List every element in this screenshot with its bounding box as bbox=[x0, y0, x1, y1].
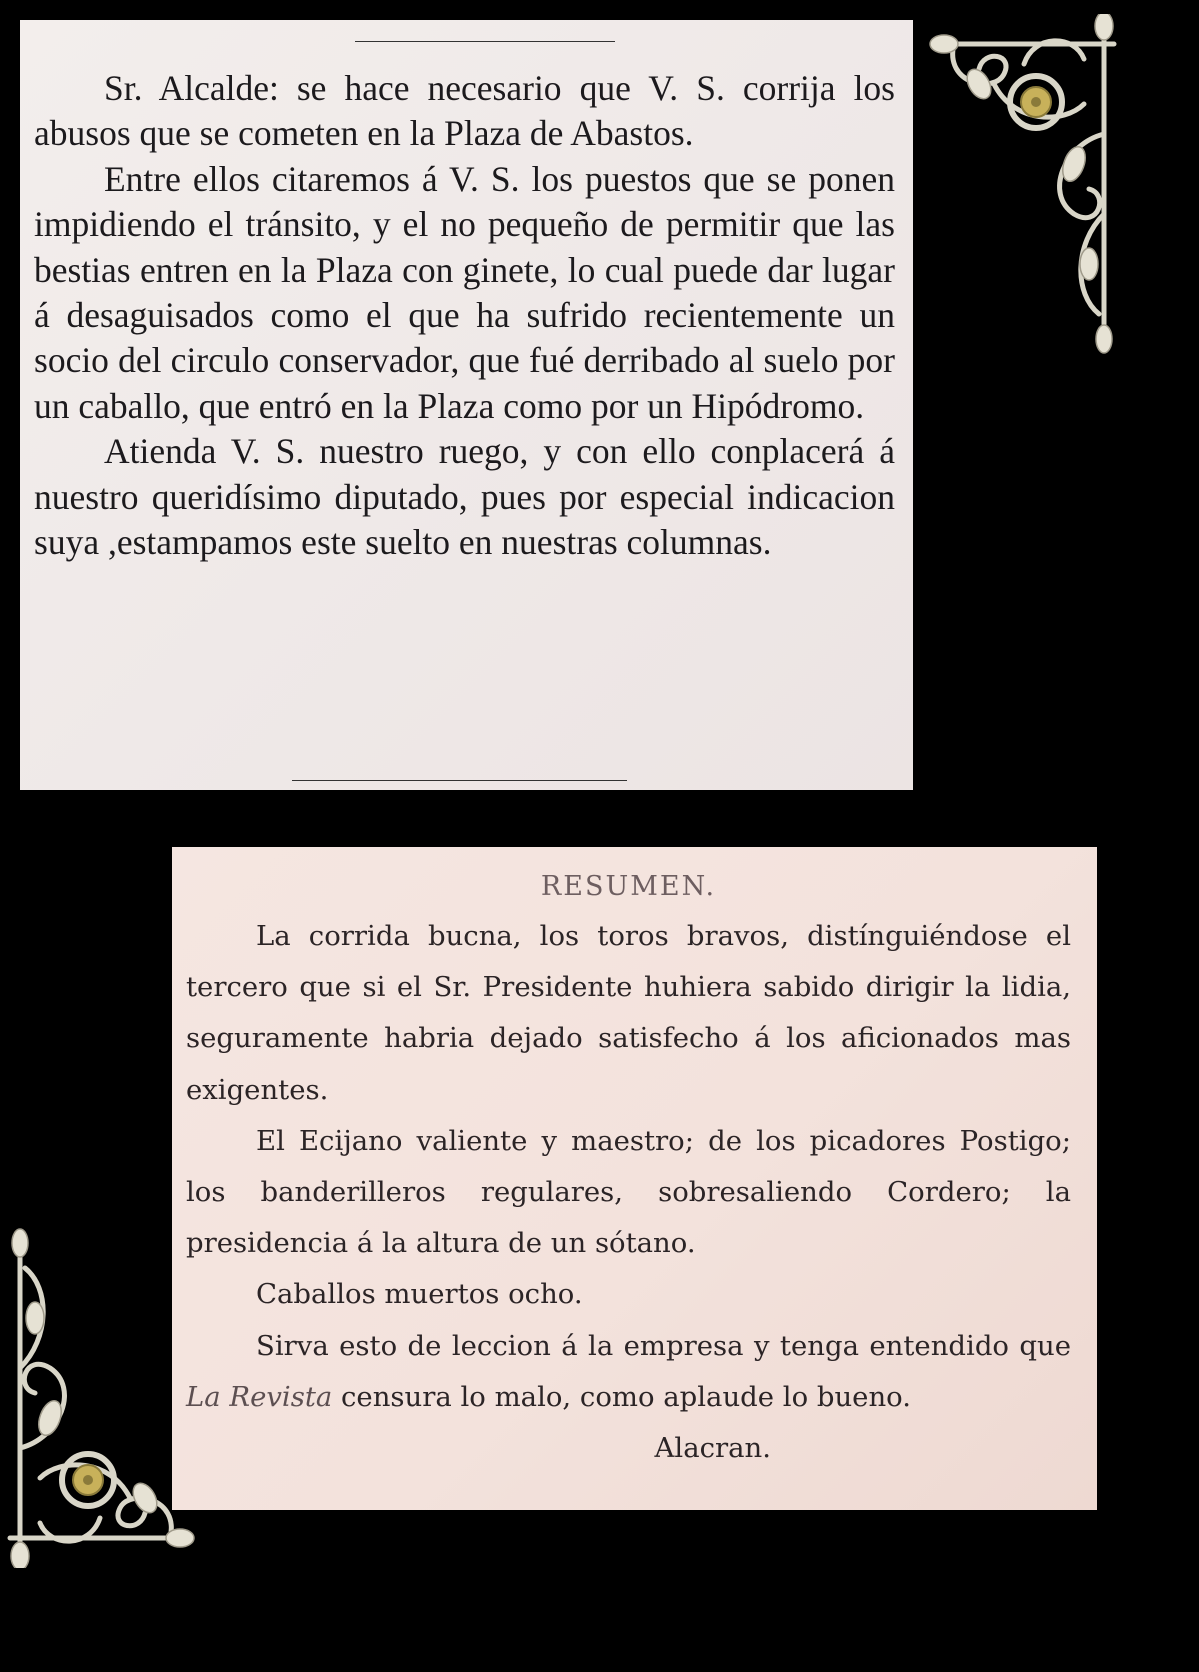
newspaper-clipping-top bbox=[20, 20, 913, 790]
paragraph-alcalde: Sr. Alcalde: se hace necesario que V. S. corrija los abusos que se cometen en la Plaza de Abastos. bbox=[34, 68, 895, 154]
paragraph-puestos: Entre ellos citaremos á V. S. los puestos que se ponen impidiendo el tránsito, y el no pequeño de permitir que las bestias entren en la Plaza con ginete, lo cual puede dar lugar á desaguisados como el que ha sufrido recientemente un socio del circulo conservador, que fué derribado al suelo por un caballo, que entró en la Plaza como por un Hipódromo. bbox=[34, 158, 895, 426]
paragraph-ruego: Atienda V. S. nuestro ruego, y con ello conplacerá á nuestro queridísimo diputado, pues por especial indicacion suya ,estampamos este suelto en nuestras columnas. bbox=[34, 431, 895, 563]
ornamental-corner-top-right bbox=[924, 14, 1124, 354]
bottom-divider-rule bbox=[292, 780, 627, 781]
leccion-text-end: censura lo malo, como aplaude lo bueno. bbox=[332, 1380, 911, 1413]
signature-alacran: Alacran. bbox=[654, 1432, 771, 1465]
paragraph-leccion bbox=[186, 1321, 1071, 1423]
newspaper-clipping-bottom bbox=[172, 847, 1097, 1510]
top-divider-rule bbox=[355, 41, 615, 42]
paragraph-corrida: La corrida bucna, los toros bravos, distínguiéndose el tercero que si el Sr. Presidente huhiera sabido dirigir la lidia, seguramente habria dejado satisfecho á los aficionados mas exigentes. bbox=[186, 920, 1071, 1106]
resumen-heading: RESUMEN. bbox=[540, 871, 717, 902]
leccion-text-start: Sirva esto de leccion á la empresa y tenga entendido que bbox=[256, 1329, 1071, 1362]
ornamental-corner-bottom-left bbox=[0, 1228, 200, 1568]
paragraph-ecijano: El Ecijano valiente y maestro; de los picadores Postigo; los banderilleros regulares, sobresaliendo Cordero; la presidencia á la altura de un sótano. bbox=[186, 1124, 1071, 1260]
la-revista-italic: La Revista bbox=[186, 1380, 333, 1413]
paragraph-caballos: Caballos muertos ocho. bbox=[256, 1278, 583, 1311]
